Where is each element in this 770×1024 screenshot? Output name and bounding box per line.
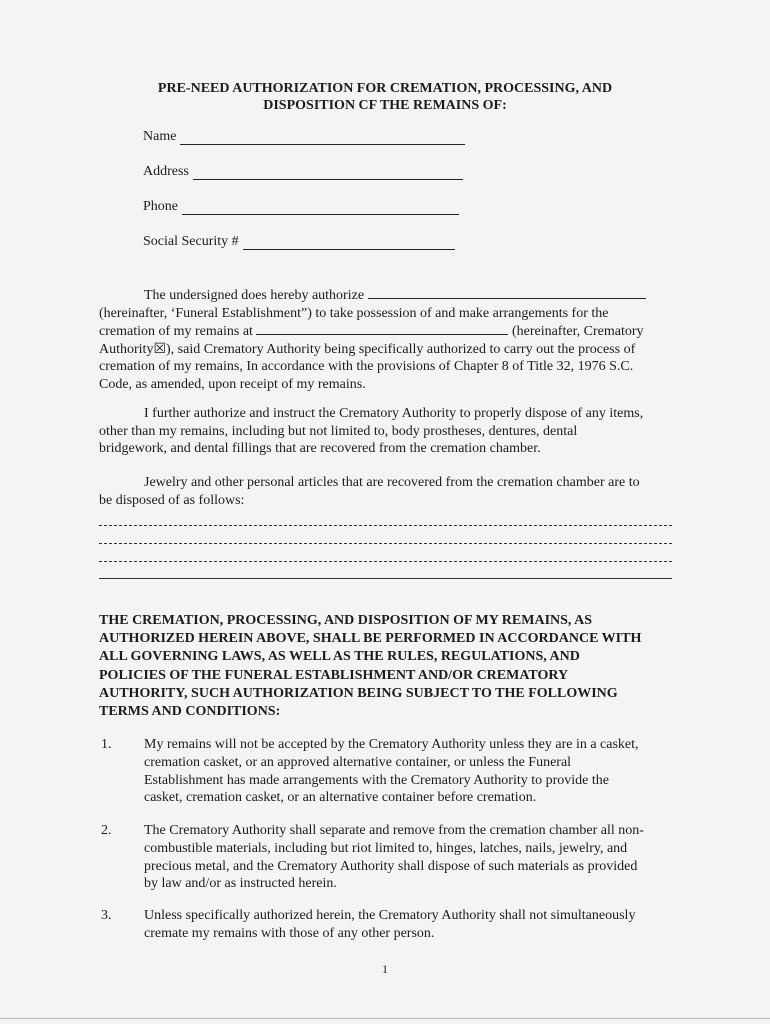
page-bottom-edge [0, 1018, 770, 1019]
jewelry-instructions-line-3[interactable] [99, 561, 672, 562]
terms-heading [99, 612, 679, 721]
para3-line-2: be disposed of as follows: [99, 492, 245, 508]
name-blank[interactable] [180, 132, 465, 145]
para2-line-3: bridgework, and dental fillings that are recovered from the cremation chamber. [99, 441, 541, 457]
phone-blank[interactable] [182, 202, 459, 215]
address-label: Address [143, 164, 189, 179]
phone-field[interactable] [143, 199, 459, 215]
ssn-label: Social Security # [143, 234, 239, 249]
condition-1-line-3: Establishment has made arrangements with the Crematory Authority to provide the [144, 772, 610, 788]
page-number: 1 [382, 962, 388, 976]
para2-line-1: I further authorize and instruct the Crematory Authority to properly dispose of any items, [144, 406, 644, 421]
phone-label: Phone [143, 199, 178, 214]
para1-line-3a: cremation of my remains at [99, 324, 253, 340]
terms-heading-line-2: AUTHORIZED HEREIN ABOVE, SHALL BE PERFORMED IN ACCORDANCE WITH [99, 631, 642, 647]
condition-1-line-1: My remains will not be accepted by the Crematory Authority unless they are in a casket, [144, 737, 639, 752]
authorization-paragraph [99, 286, 671, 394]
para1-line-4: Authority☒), said Crematory Authority being specifically authorized to carry out the process of [99, 341, 636, 357]
terms-heading-line-1: THE CREMATION, PROCESSING, AND DISPOSITION OF MY REMAINS, AS [99, 613, 593, 628]
para1-line-3b: (hereinafter, Crematory [511, 324, 644, 340]
terms-heading-line-4: POLICIES OF THE FUNERAL ESTABLISHMENT AND/OR CREMATORY [99, 667, 569, 683]
terms-heading-line-3: ALL GOVERNING LAWS, AS WELL AS THE RULES, REGULATIONS, AND [99, 649, 580, 665]
ssn-blank[interactable] [243, 237, 455, 250]
document-title-line-2: DISPOSITION CF THE REMAINS OF: [263, 98, 507, 113]
para1-line-5: cremation of my remains, In accordance with the provisions of Chapter 8 of Title 32, 1976 S.C. [99, 359, 634, 375]
condition-number: 1. [101, 737, 112, 752]
para3-line-1: Jewelry and other personal articles that are recovered from the cremation chamber are to [144, 475, 640, 490]
name-field[interactable] [143, 129, 465, 145]
condition-3-line-1: Unless specifically authorized herein, the Crematory Authority shall not simultaneously [144, 908, 636, 923]
jewelry-instructions-line-4[interactable] [99, 578, 672, 579]
funeral-establishment-blank[interactable] [368, 286, 646, 299]
condition-1-line-2: cremation casket, or an approved alternative container, or unless the Funeral [144, 754, 572, 770]
para1-line-6: Code, as amended, upon receipt of my remains. [99, 376, 366, 392]
disposal-paragraph [99, 405, 671, 458]
document-title-line-1: PRE-NEED AUTHORIZATION FOR CREMATION, PROCESSING, AND [157, 81, 613, 96]
condition-2-line-4: by law and/or as instructed herein. [144, 876, 337, 892]
condition-3-line-2: cremate my remains with those of any other person. [144, 925, 435, 941]
crematory-blank[interactable] [256, 322, 508, 335]
condition-text [144, 736, 674, 807]
jewelry-paragraph [99, 474, 671, 509]
para1-line-2: (hereinafter, ‘Funeral Establishment”) to take possession of and make arrangements for the [99, 305, 609, 321]
para2-line-2: other than my remains, including but not limited to, body prostheses, dentures, dental [99, 423, 578, 439]
jewelry-instructions-line-2[interactable] [99, 543, 672, 544]
condition-text [144, 907, 674, 943]
name-label: Name [143, 129, 177, 144]
condition-number: 2. [101, 823, 112, 838]
terms-heading-line-6: TERMS AND CONDITIONS: [99, 704, 281, 720]
address-blank[interactable] [193, 167, 463, 180]
address-field[interactable] [143, 164, 463, 180]
condition-2-line-2: combustible materials, including but riot limited to, hinges, latches, nails, jewelry, and [144, 840, 628, 856]
condition-number: 3. [101, 908, 112, 923]
terms-heading-line-5: AUTHORITY, SUCH AUTHORIZATION BEING SUBJECT TO THE FOLLOWING [99, 685, 618, 701]
condition-2-line-1: The Crematory Authority shall separate and remove from the cremation chamber all non- [144, 823, 644, 838]
ssn-field[interactable] [143, 234, 455, 250]
condition-1-line-4: casket, cremation casket, or an alternative container before cremation. [144, 790, 537, 806]
condition-2-line-3: precious metal, and the Crematory Authority shall dispose of such materials as provided [144, 858, 638, 874]
condition-text [144, 822, 674, 893]
jewelry-instructions-line-1[interactable] [99, 525, 672, 526]
para1-line-1: The undersigned does hereby authorize [144, 288, 365, 303]
